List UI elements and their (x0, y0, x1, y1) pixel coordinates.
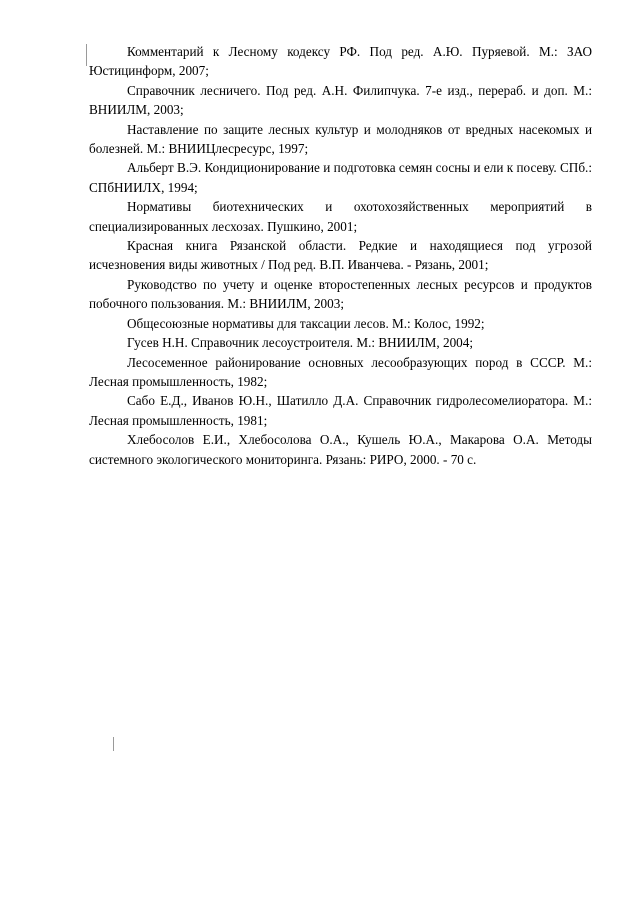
reference-item: Альберт В.Э. Кондиционирование и подготовка семян сосны и ели к посеву. СПб.: СПбНИИЛХ, 1994; (89, 160, 592, 195)
reference-item: Нормативы биотехнических и охотохозяйственных мероприятий в специализированных лесхозах. Пушкино, 2001; (89, 199, 592, 234)
reference-item: Хлебосолов Е.И., Хлебосолова О.А., Кушель Ю.А., Макарова О.А. Методы системного экологического мониторинга. Рязань: РИРО, 2000. - 70 с. (89, 432, 592, 467)
reference-item: Красная книга Рязанской области. Редкие и находящиеся под угрозой исчезновения виды животных / Под ред. В.П. Иванчева. - Рязань, 2001; (89, 238, 592, 273)
reference-item: Общесоюзные нормативы для таксации лесов. М.: Колос, 1992; (127, 315, 485, 331)
reference-item: Наставление по защите лесных культур и молодняков от вредных насекомых и болезней. М.: ВНИИЦлесресурс, 1997; (89, 121, 592, 157)
reference-list (89, 42, 592, 469)
scan-mark (86, 44, 87, 66)
reference-item: Сабо Е.Д., Иванов Ю.Н., Шатилло Д.А. Справочник гидролесомелиоратора. М.: Лесная промышленность, 1981; (89, 393, 592, 428)
reference-item: Комментарий к Лесному кодексу РФ. Под ред. А.Ю. Пуряевой. М.: ЗАО Юстицинформ, 2007; (89, 44, 592, 79)
reference-item: Лесосеменное районирование основных лесообразующих пород в СССР. М.: Лесная промышленность, 1982; (89, 354, 592, 389)
reference-item: Руководство по учету и оценке второстепенных лесных ресурсов и продуктов побочного пользования. М.: ВНИИЛМ, 2003; (89, 276, 592, 312)
reference-item: Справочник лесничего. Под ред. А.Н. Филипчука. 7-е изд., перераб. и доп. М.: ВНИИЛМ, 2003; (89, 82, 592, 118)
scan-mark (113, 737, 114, 751)
reference-item: Гусев Н.Н. Справочник лесоустроителя. М.: ВНИИЛМ, 2004; (127, 335, 474, 351)
